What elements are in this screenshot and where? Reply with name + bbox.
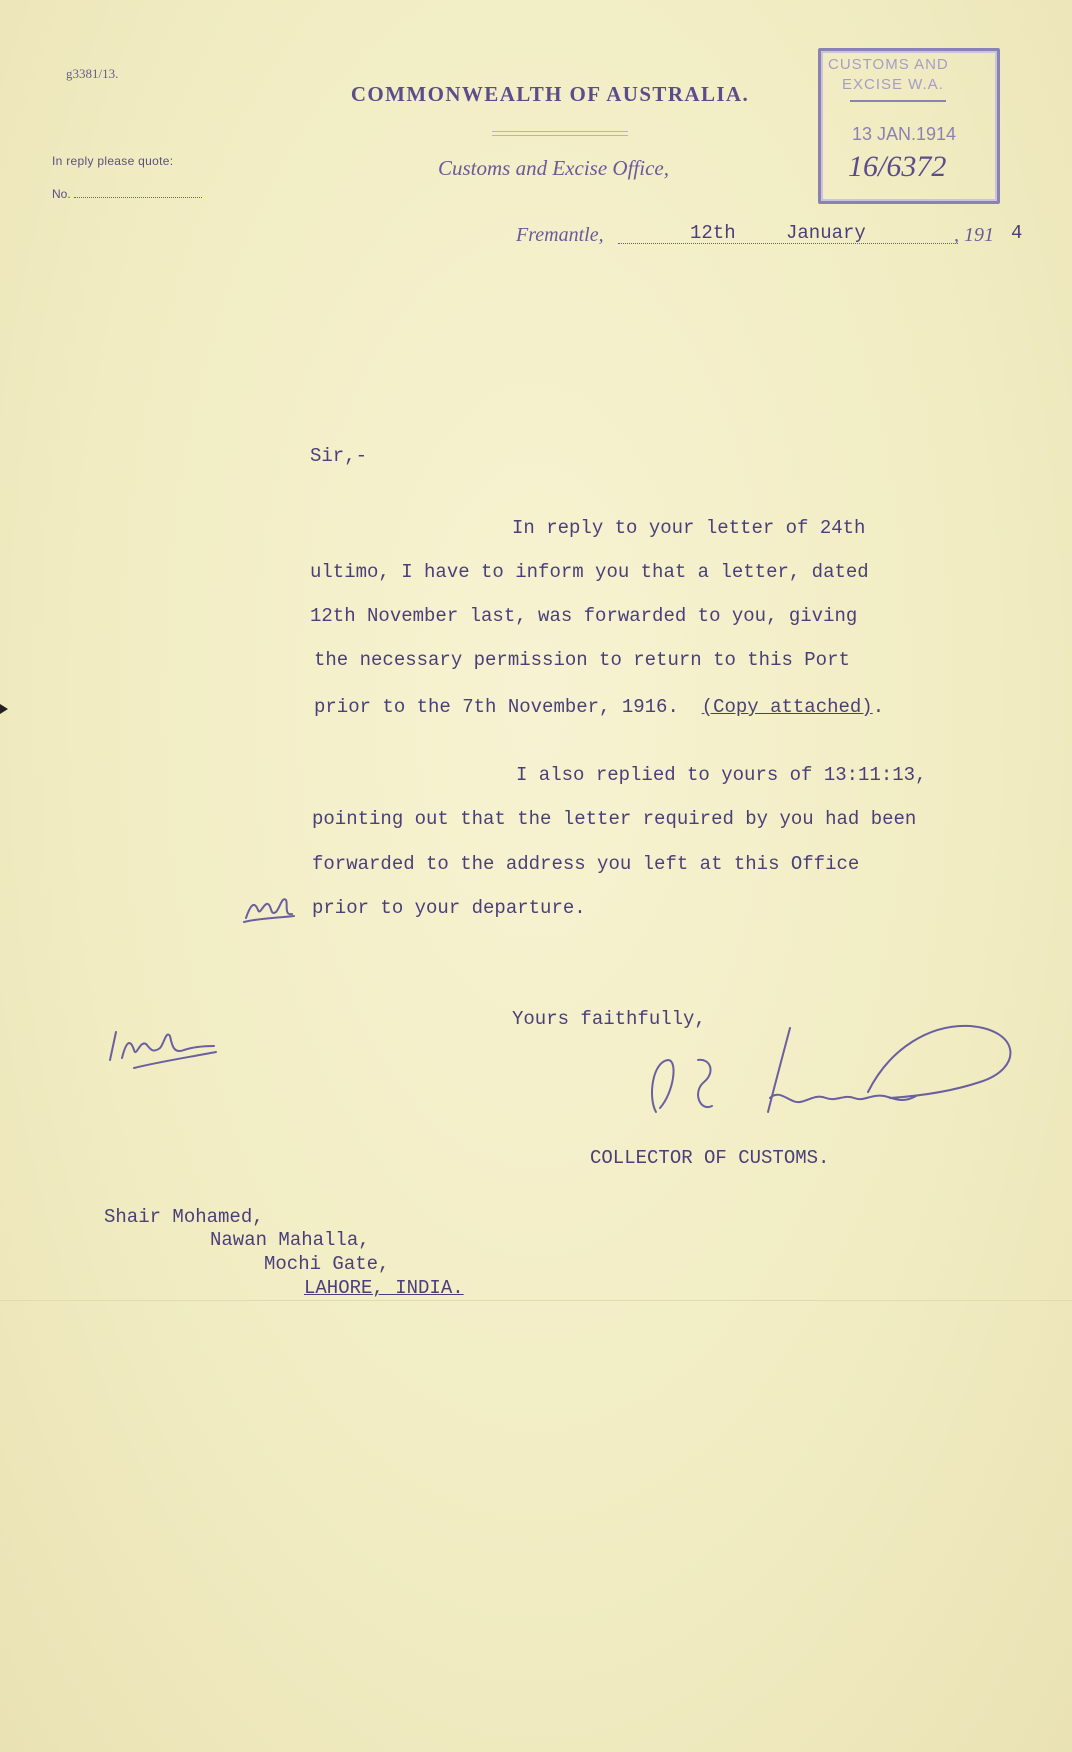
paragraph-1-line-3: 12th November last, was forwarded to you, giving: [310, 605, 858, 627]
reply-number-label: No.: [52, 187, 71, 201]
paragraph-1-line-5-text: prior to the 7th November, 1916.: [314, 696, 679, 718]
paragraph-1-line-4: the necessary permission to return to this Port: [314, 649, 850, 671]
letterhead-divider-second: [492, 135, 628, 136]
paragraph-2-line-4: prior to your departure.: [312, 897, 586, 919]
address-name: Shair Mohamed,: [104, 1206, 264, 1228]
handwritten-initials: [104, 1018, 224, 1078]
paragraph-2-line-3: forwarded to the address you left at this Office: [312, 853, 860, 875]
paragraph-1-line-2: ultimo, I have to inform you that a letter, dated: [310, 561, 869, 583]
letter-year-typed: 4: [1011, 222, 1023, 244]
paper-fold: [0, 1300, 1072, 1301]
margin-initials: [240, 888, 296, 926]
letter-month: January: [786, 222, 866, 244]
stamp-file-number: 16/6372: [848, 150, 947, 183]
stamp-date: 13 JAN.1914: [852, 124, 957, 144]
letter-year-printed: , 191: [954, 224, 994, 246]
closing: Yours faithfully,: [512, 1008, 706, 1030]
address-city: LAHORE, INDIA.: [304, 1277, 464, 1299]
stamp-line-1: CUSTOMS AND: [828, 56, 949, 73]
paragraph-1-end: .: [872, 696, 885, 718]
letter-day: 12th: [690, 222, 736, 244]
letter-place: Fremantle,: [516, 224, 604, 246]
address-street: Nawan Mahalla,: [210, 1229, 370, 1251]
office-name: Customs and Excise Office,: [438, 156, 669, 180]
reference-number: g3381/13.: [66, 66, 119, 81]
paragraph-2-line-2: pointing out that the letter required by you had been: [312, 808, 917, 830]
edge-mark: [0, 704, 8, 714]
paragraph-2-line-1: I also replied to yours of 13:11:13,: [516, 764, 927, 786]
stamp-divider: [850, 100, 946, 102]
paragraph-1-line-1: In reply to your letter of 24th: [512, 517, 866, 539]
stamp-line-2: EXCISE W.A.: [842, 76, 944, 93]
collector-signature: [640, 1018, 1030, 1118]
letterhead-divider: [492, 131, 628, 132]
address-area: Mochi Gate,: [264, 1253, 390, 1275]
copy-attached-note: (Copy attached): [701, 696, 873, 718]
letterhead-title: COMMONWEALTH OF AUSTRALIA.: [350, 82, 750, 106]
signatory-title: COLLECTOR OF CUSTOMS.: [590, 1147, 830, 1169]
salutation: Sir,-: [310, 445, 368, 467]
reply-number-line: [74, 197, 202, 198]
paragraph-1-line-5: [314, 696, 884, 718]
reply-quote-label: In reply please quote:: [52, 154, 174, 168]
